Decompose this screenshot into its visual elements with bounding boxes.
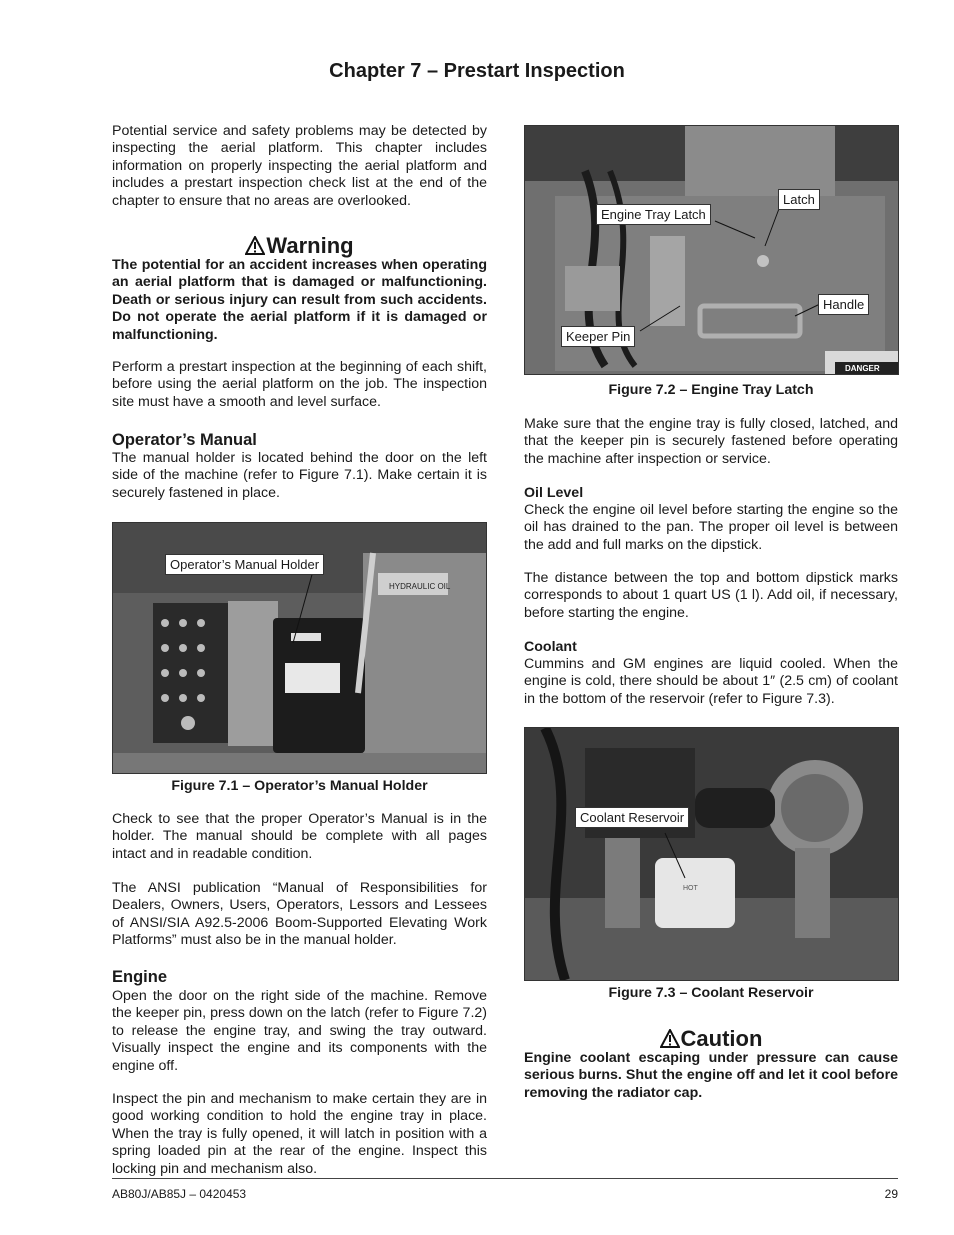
coolant-heading: Coolant xyxy=(524,639,577,655)
dipstick-paragraph: The distance between the top and bottom dipstick marks corresponds to about 1 quart US (1 l). Add oil, if necessary, before starting the engine. xyxy=(524,570,898,621)
figure-engine-tray-latch xyxy=(524,125,899,375)
oil-level-paragraph: Check the engine oil level before starting the engine so the oil has drained to the pan. The proper oil level is between the add and full marks on the dipstick. xyxy=(524,502,898,553)
figure3-caption: Figure 7.3 – Coolant Reservoir xyxy=(608,985,814,1001)
intro-paragraph: Potential service and safety problems may be detected by inspecting the aerial platform. This chapter includes information on properly inspecting the aerial platform and includes a prestart inspection check list at the end of the chapter to ensure that no areas are overlooked. xyxy=(112,123,487,209)
caution-triangle-icon xyxy=(660,1029,680,1048)
callout-keeper-pin: Keeper Pin xyxy=(561,326,635,347)
page-title: Chapter 7 – Prestart Inspection xyxy=(329,60,625,82)
callout-engine-tray-latch: Engine Tray Latch xyxy=(596,204,711,225)
warning-triangle-icon xyxy=(245,236,265,255)
engine-tray-paragraph: Make sure that the engine tray is fully closed, latched, and that the keeper pin is securely fastened before operating the machine after inspection or service. xyxy=(524,416,898,467)
warning-title: Warning xyxy=(266,233,354,258)
ansi-paragraph: The ANSI publication “Manual of Responsibilities for Dealers, Owners, Users, Operators, Lessors and Lessees of ANSI/SIA A92.5-2006 Boom-Supported Elevating Work Platforms” must also be in the manual holder. xyxy=(112,880,487,949)
callout-operators-manual-holder: Operator’s Manual Holder xyxy=(165,554,324,575)
engine-heading: Engine xyxy=(112,968,168,986)
figure-operators-manual-holder xyxy=(112,522,487,774)
prestart-paragraph: Perform a prestart inspection at the beginning of each shift, before using the aerial platform on the job. The inspection site must have a smooth and level surface. xyxy=(112,359,487,410)
coolant-paragraph: Cummins and GM engines are liquid cooled. When the engine is cold, there should be about 1″ (2.5 cm) of coolant in the bottom of the reservoir (refer to Figure 7.3). xyxy=(524,656,898,707)
footer-divider xyxy=(112,1178,898,1179)
danger-label: DANGER xyxy=(845,364,880,373)
engine-paragraph: Open the door on the right side of the machine. Remove the keeper pin, press down on the latch (refer to Figure 7.2) to release the engine tray, and swing the tray outward. Visually inspect the engine and its components with the engine off. xyxy=(112,988,487,1074)
warning-text: The potential for an accident increases when operating an aerial platform that is damaged or malfunctioning. Death or serious injury can result from such accidents. Do not operate the aerial platform if it is damaged or malfunctioning. xyxy=(112,257,487,343)
callout-coolant-reservoir: Coolant Reservoir xyxy=(575,807,689,828)
hydraulic-oil-sign: HYDRAULIC OIL xyxy=(389,582,451,591)
figure2-caption: Figure 7.2 – Engine Tray Latch xyxy=(608,382,814,398)
footer-page-number: 29 xyxy=(884,1187,898,1201)
coolant-reservoir-photo xyxy=(525,728,898,980)
operators-manual-heading: Operator’s Manual xyxy=(112,431,257,449)
figure1-caption: Figure 7.1 – Operator’s Manual Holder xyxy=(171,778,428,794)
caution-heading xyxy=(524,1026,898,1052)
operators-manual-paragraph: The manual holder is located behind the door on the left side of the machine (refer to Figure 7.1). Make certain it is securely fastened in place. xyxy=(112,450,487,501)
caution-text: Engine coolant escaping under pressure can cause serious burns. Shut the engine off and let it cool before removing the radiator cap. xyxy=(524,1050,898,1101)
warning-heading xyxy=(112,233,487,259)
pin-mechanism-paragraph: Inspect the pin and mechanism to make certain they are in good working condition to hold the engine tray in place. When the tray is fully opened, it will latch in position with a spring loaded pin at the rear of the engine. Inspect this locking pin and mechanism also. xyxy=(112,1091,487,1177)
figure-coolant-reservoir xyxy=(524,727,899,981)
oil-level-heading: Oil Level xyxy=(524,485,584,501)
tank-label: HOT xyxy=(683,885,698,892)
footer-model: AB80J/AB85J – 0420453 xyxy=(112,1187,247,1201)
callout-handle: Handle xyxy=(818,294,869,315)
caution-title: Caution xyxy=(680,1026,763,1051)
callout-latch: Latch xyxy=(778,189,820,210)
check-manual-paragraph: Check to see that the proper Operator’s Manual is in the holder. The manual should be complete with all pages intact and in readable condition. xyxy=(112,811,487,862)
